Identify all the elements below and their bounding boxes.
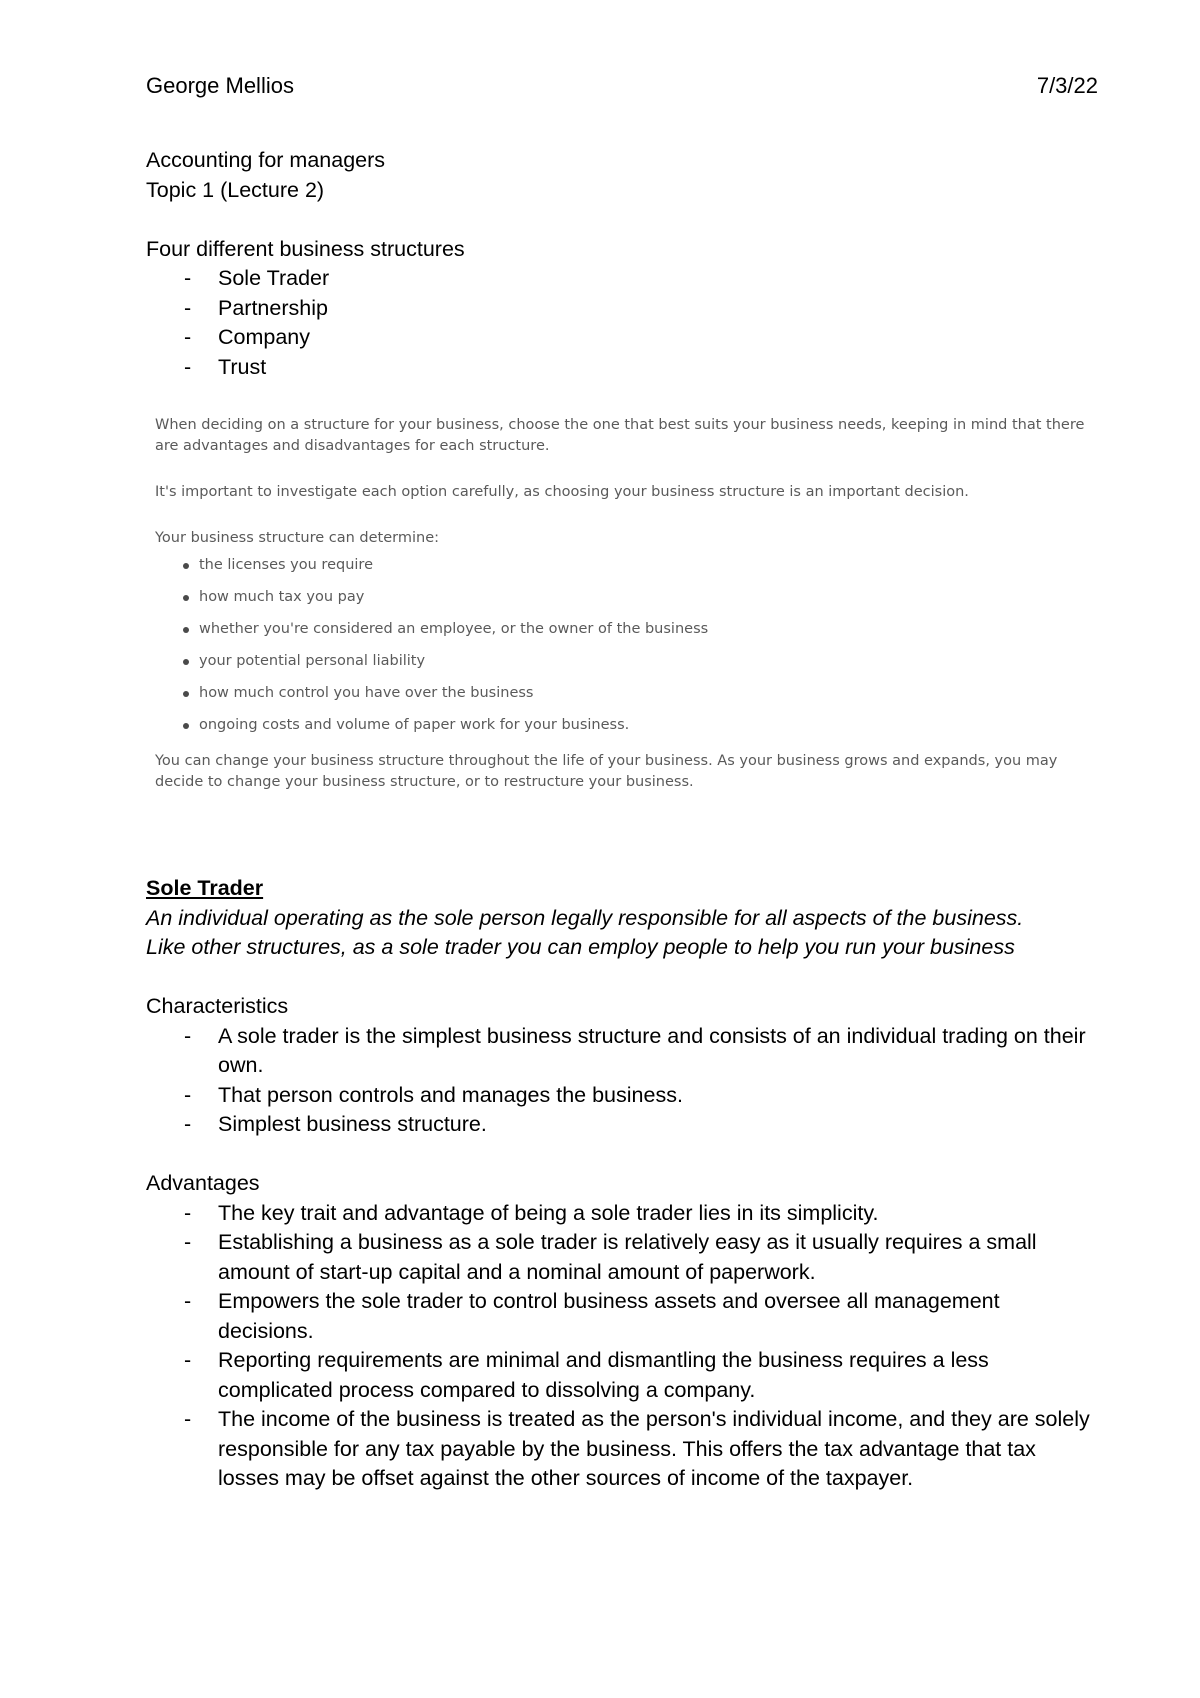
list-item: - Reporting requirements are minimal and dismantling the business requires a less complicated process compared to dissolving a company. xyxy=(146,1346,1096,1405)
definition-line: An individual operating as the sole person legally responsible for all aspects of the business. xyxy=(146,905,1024,930)
excerpt-bullet-list xyxy=(155,555,1085,747)
excerpt-paragraph: You can change your business structure throughout the life of your business. As your business grows and expands, you may decide to change your business structure, or to restructure your business. xyxy=(155,753,1058,790)
course-title: Accounting for managers xyxy=(146,148,386,172)
list-item: - Trust xyxy=(146,353,1086,383)
excerpt-paragraph: When deciding on a structure for your business, choose the one that best suits your business needs, keeping in mind that there are advantages and disadvantages for each structure. xyxy=(155,417,1085,454)
characteristics-heading: Characteristics xyxy=(146,994,289,1018)
list-item: ongoing costs and volume of paper work for your business. xyxy=(155,715,1085,747)
list-item: - A sole trader is the simplest business structure and consists of an individual trading on their own. xyxy=(146,1022,1096,1081)
definition-line: Like other structures, as a sole trader you can employ people to help you run your business xyxy=(146,935,1015,959)
excerpt-paragraph: Your business structure can determine: xyxy=(155,530,440,546)
sole-trader-section xyxy=(146,874,1096,1494)
list-item: whether you're considered an employee, or the owner of the business xyxy=(155,619,1085,651)
structures-heading: Four different business structures xyxy=(146,236,465,261)
author-name: George Mellios xyxy=(146,73,294,98)
list-item: - Establishing a business as a sole trader is relatively easy as it usually requires a small amount of start-up capital and a nominal amount of paperwork. xyxy=(146,1228,1096,1287)
list-item: - Company xyxy=(146,323,1086,353)
document-date: 7/3/22 xyxy=(1036,73,1098,98)
structures-list xyxy=(146,264,1086,382)
list-item: how much control you have over the business xyxy=(155,683,1085,715)
quoted-excerpt xyxy=(155,415,1085,793)
list-item: your potential personal liability xyxy=(155,651,1085,683)
intro-section xyxy=(146,146,1086,382)
list-item: how much tax you pay xyxy=(155,587,1085,619)
topic-title: Topic 1 (Lecture 2) xyxy=(146,177,325,202)
list-item: - The income of the business is treated as the person's individual income, and they are solely responsible for any tax payable by the business. This offers the tax advantage that tax losses may be offset against the other sources of income of the taxpayer. xyxy=(146,1405,1096,1494)
list-item: - That person controls and manages the business. xyxy=(146,1081,1096,1111)
list-item: the licenses you require xyxy=(155,555,1085,587)
document-header xyxy=(146,70,1098,102)
section-heading: Sole Trader xyxy=(146,876,264,900)
excerpt-paragraph: It's important to investigate each option carefully, as choosing your business structure is an important decision. xyxy=(155,484,969,500)
list-item: - Empowers the sole trader to control business assets and oversee all management decisions. xyxy=(146,1287,1096,1346)
list-item: - Sole Trader xyxy=(146,264,1086,294)
advantages-list xyxy=(146,1199,1096,1494)
characteristics-list xyxy=(146,1022,1096,1140)
advantages-heading: Advantages xyxy=(146,1171,260,1195)
list-item: - Simplest business structure. xyxy=(146,1110,1096,1140)
list-item: - Partnership xyxy=(146,294,1086,324)
list-item: - The key trait and advantage of being a sole trader lies in its simplicity. xyxy=(146,1199,1096,1229)
